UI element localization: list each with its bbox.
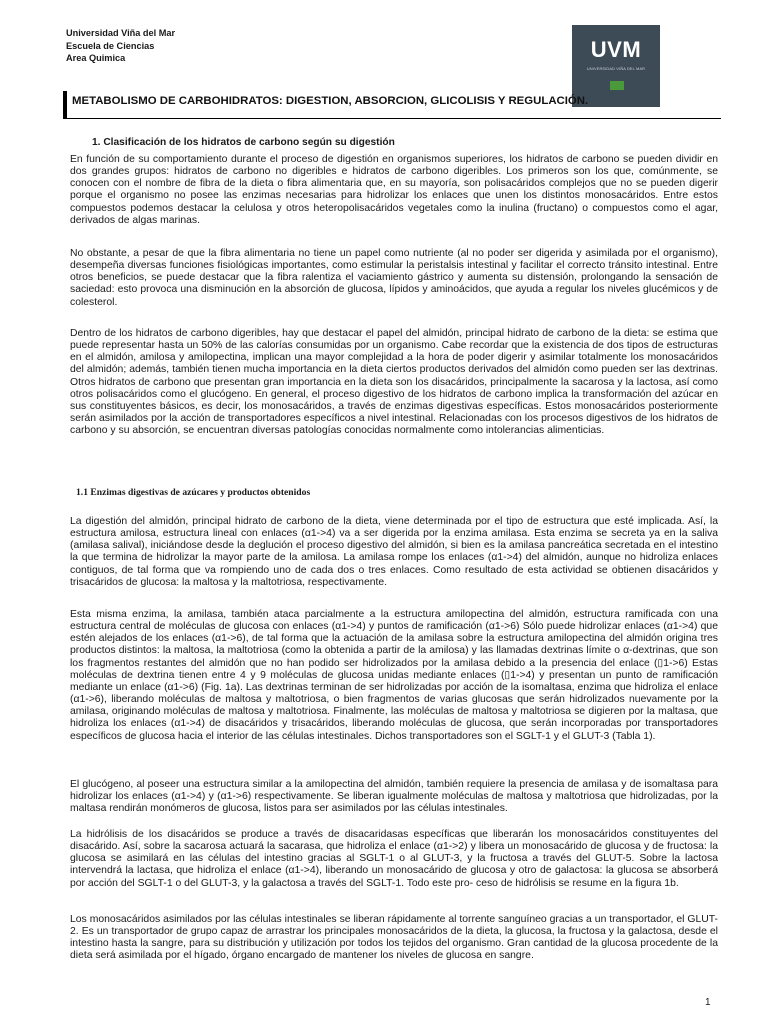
section-1-1-paragraph-2: Esta misma enzima, la amilasa, también ataca parcialmente a la estructura amilopectina del almidón, estructura ramificada con una estructura central de moléculas de glucosa con enlaces (α1->4) y puntos de ramificación (α1->6) Sólo puede hidrolizar enlaces (α1->4) que estén alejados de los enlaces (α1->6), de tal forma que la actuación de la amilasa sobre la estructura amilopectina del almidón origina tres productos distintos: la maltosa, la maltotriosa (como la obtenida a partir de la amilosa) y las llamadas dextrinas límite o α-dextrinas, que son los fragmentos restantes del almidón que no han podido ser hidrolizados por la amilasa debido a la presencia del enlace (▯1->6) Estas moléculas de dextrina tienen entre 4 y 9 moléculas de glucosa unidas mediante enlaces (▯1->4) y presentan un punto de ramificación mediante un enlace (α1->6) (Fig. 1a). Las dextrinas terminan de ser hidrolizadas por acción de la isomaltasa, enzima que hidroliza el enlace (α1->6), liberando moléculas de maltosa y maltotriosa, o bien fragmentos de varias glucosas que serán hidrolizados nuevamente por la amilasa, originando moléculas de maltosa y maltotriosa. Finalmente, las moléculas de maltosa y maltotriosa se digieren por la maltasa, que hidroliza los enlaces (α1->4) de disacáridos y trisacáridos, liberando moléculas de glucosa, que serán incorporadas por transportadores específicos de glucosa hacia el interior de las células intestinales. Dichos transportadores son el SGLT-1 y el GLUT-3 (Tabla 1). [70,609,718,742]
logo-subtext: UNIVERSIDAD VIÑA DEL MAR [586,67,646,71]
title-banner [63,91,721,119]
logo-text: UVM [590,37,642,62]
section-1-paragraph-3: Dentro de los hidratos de carbono digeribles, hay que destacar el papel del almidón, principal hidrato de carbono de la dieta: se estima que puede representar hasta un 50% de las calorías consumidas por un organismo. Cabe recordar que la existencia de dos tipos de estructuras en el almidón, amilosa y amilopectina, implican una mayor complejidad a la hora de poder digerir y asimilar totalmente los monosacáridos del almidón; además, también tienen mucha importancia en la dieta ciertos productos derivados del almidón como pueden ser las dextrinas. Otros hidratos de carbono que presentan gran importancia en la dieta son los disacáridos, principalmente la sacarosa y la lactosa, así como otros polisacáridos como el glucógeno. En general, el proceso digestivo de los hidratos de carbono implica la transformación del azúcar en sus constituyentes básicos, es decir, los monosacáridos, a través de enzimas digestivas específicas. Estos monosacáridos posteriormente serán asimilados por la acción de transportadores específicos a nivel intestinal. Relacionadas con los procesos digestivos de los hidratos de carbono y su absorción, se encuentran diversas patologías conocidas normalmente como intolerancias alimenticias. [70,328,718,437]
institution-block [66,27,175,65]
logo-green-mark [610,81,624,90]
institution-name: Universidad Viña del Mar [66,28,176,38]
page-number: 1 [705,997,711,1008]
section-1-1-paragraph-1: La digestión del almidón, principal hidrato de carbono de la dieta, viene determinada por el tipo de estructura que esté implicada. Así, la estructura amilosa, estructura lineal con enlaces (α1->4) va a ser digerida por la enzima amilasa. Esta enzima se secreta ya en la saliva (amilasa salival), iniciándose desde la deglución el proceso digestivo del almidón, si bien es la amilasa pancreática secretada en el intestino la que termina de hidrolizar la mayor parte de la amilosa. La amilasa rompe los enlaces (α1->4) del almidón, aunque no hidroliza enlaces contiguos, de tal forma que va rompiendo uno de cada dos o tres enlaces. Como resultado de esta actividad se obtienen disacáridos y trisacáridos de glucosa: la maltosa y la maltotriosa, respectivamente. [70,516,718,588]
section-1-1-paragraph-4: La hidrólisis de los disacáridos se produce a través de disacaridasas específicas que liberarán los monosacáridos constituyentes del disacárido. Así, sobre la sacarosa actuará la sacarasa, que hidroliza el enlace (α1->2) y libera un monosacárido de glucosa y de fructosa: la glucosa se asimilará en las células del intestino gracias al SGLT-1 o al GLUT-3, y la fructosa a través del GLUT-5. Sobre la lactosa intervendrá la lactasa, que hidroliza el enlace (α1->4), liberando un monosacárido de glucosa y otro de galactosa: la glucosa se absorberá por acción del SGLT-1 o del GLUT-3, y la galactosa a través del SGLT-1. Todo este pro- ceso de hidrólisis se resume en la figura 1b. [70,829,718,889]
school-name: Escuela de Ciencias [66,40,155,51]
section-1-paragraph-2: No obstante, a pesar de que la fibra alimentaria no tiene un papel como nutriente (al no poder ser digerida y asimilada por el organismo), desempeña diversas funciones fisiológicas importantes, como estimular la peristalsis intestinal y facilitar el correcto tránsito intestinal. Entre otros beneficios, se puede destacar que la fibra ralentiza el vaciamiento gástrico y aumenta su distensión, prolongando la sensación de saciedad: esto provoca una disminución en la absorción de glucosa, lípidos y aminoácidos, que ayuda a regular los niveles glucémicos y de colesterol. [70,248,718,308]
document-title: METABOLISMO DE CARBOHIDRATOS: DIGESTION, ABSORCION, GLICOLISIS Y REGULACIÓN. [72,95,589,107]
section-1-1-paragraph-5: Los monosacáridos asimilados por las células intestinales se liberan rápidamente al torrente sanguíneo gracias a un transportador, el GLUT-2. Es un transportador de grupo capaz de arrastrar los principales monosacáridos de la dieta, la glucosa, la fructosa y la galactosa, desde el intestino hasta la sangre, para su distribución y utilización por todos los tejidos del organismo. Gran cantidad de la glucosa procedente de la dieta será asimilada por el hígado, órgano encargado de mantener los niveles de glucosa en sangre. [70,914,718,962]
section-1-1-heading: 1.1 Enzimas digestivas de azúcares y productos obtenidos [76,487,311,498]
section-1-paragraph-1: En función de su comportamiento durante el proceso de digestión en organismos superiores, los hidratos de carbono se pueden dividir en dos grandes grupos: hidratos de carbono no digeribles e hidratos de carbono digeribles. Los primeros son los que, comúnmente, se conocen con el nombre de fibra de la dieta o fibra alimentaria que, en su mayoría, son polisacáridos complejos que no se pueden digerir porque el organismo no posee las enzimas necesarias para hidrolizar los enlaces que unen los distintos monosacáridos. Entre estos compuestos podemos destacar la celulosa y otros heteropolisacáridos vegetales como la inulina (fructano) o compuestos como el agar, derivados de algas marinas. [70,154,718,226]
section-1-heading: 1. Clasificación de los hidratos de carbono según su digestión [92,137,395,148]
area-name: Area Quimica [66,53,126,63]
section-1-1-paragraph-3: El glucógeno, al poseer una estructura similar a la amilopectina del almidón, también requiere la presencia de amilasa y de isomaltasa para hidrolizar los enlaces (α1->4) y (α1->6) respectivamente. Se liberan igualmente moléculas de maltosa y maltotriosa que hidrolizadas, por la maltasa rendirán monómeros de glucosa, listos para ser asimilados por las células intestinales. [70,779,718,815]
